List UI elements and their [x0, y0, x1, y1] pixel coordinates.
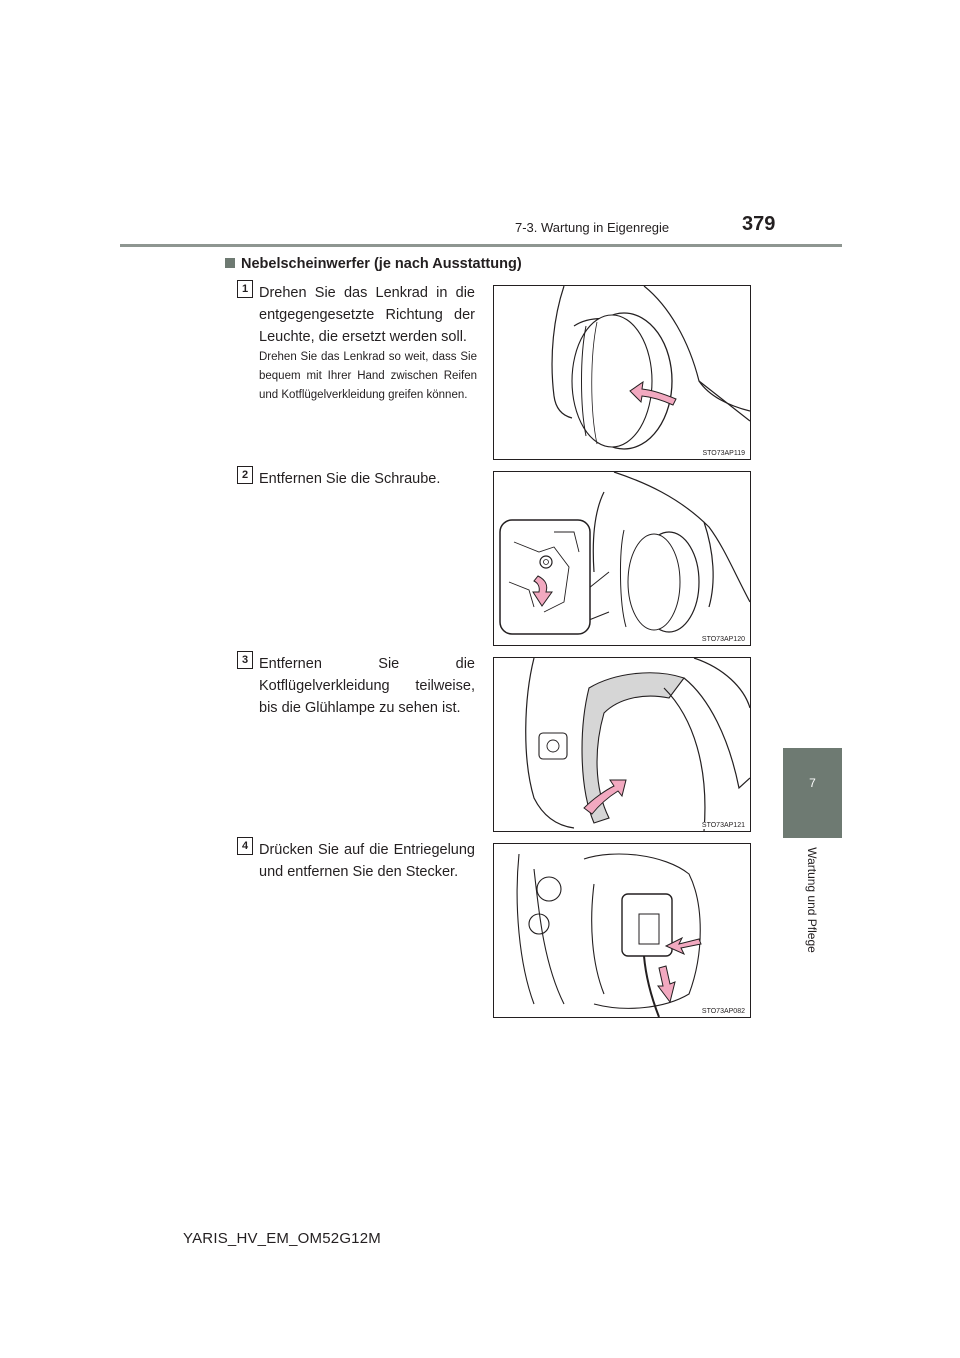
step-3-text: Entfernen Sie die Kotflügelverkleidung teilweise, bis die Glühlampe zu sehen ist. — [259, 656, 475, 716]
document-code: YARIS_HV_EM_OM52G12M — [183, 1230, 381, 1247]
figure-step-2 — [493, 471, 751, 646]
screw-icon — [540, 556, 552, 568]
figure-code: STO73AP119 — [702, 450, 745, 457]
figure-step-1 — [493, 285, 751, 460]
pull-down-arrow-icon — [658, 966, 675, 1002]
connector-removal-illustration — [494, 844, 750, 1017]
liner-removal-illustration — [494, 658, 750, 831]
fog-lamp-icon — [539, 733, 567, 759]
figure-step-3 — [493, 657, 751, 832]
square-bullet-icon — [225, 258, 235, 268]
step-1-note: Drehen Sie das Lenkrad so weit, dass Sie bequem mit Ihrer Hand zwischen Reifen und Kotflügelverkleidung greifen können. — [259, 351, 477, 401]
figure-step-4 — [493, 843, 751, 1018]
header-divider — [120, 244, 842, 247]
chapter-number: 7 — [809, 776, 816, 790]
section-title — [225, 256, 522, 272]
screw-removal-illustration — [494, 472, 750, 645]
chapter-tab — [783, 748, 842, 838]
step-1-text: Drehen Sie das Lenkrad in die entgegengesetzte Richtung der Leuchte, die ersetzt werden soll. — [259, 285, 475, 345]
section-title-text: Nebelscheinwerfer (je nach Ausstattung) — [241, 256, 522, 272]
step-2-text: Entfernen Sie die Schraube. — [259, 471, 441, 487]
figure-code: STO73AP120 — [701, 636, 745, 643]
step-number-1: 1 — [237, 280, 253, 298]
figure-code: STO73AP082 — [701, 1008, 745, 1015]
figure-code: STO73AP121 — [701, 822, 745, 829]
step-4-text: Drücken Sie auf die Entriegelung und entfernen Sie den Stecker. — [259, 842, 475, 880]
wheel-turned-illustration — [494, 286, 750, 459]
step-number-4: 4 — [237, 837, 253, 855]
step-number-3: 3 — [237, 651, 253, 669]
running-header: 7-3. Wartung in Eigenregie — [515, 220, 670, 235]
page-number: 379 — [742, 213, 776, 235]
chapter-label: Wartung und Pflege — [805, 847, 819, 953]
step-number-2: 2 — [237, 466, 253, 484]
